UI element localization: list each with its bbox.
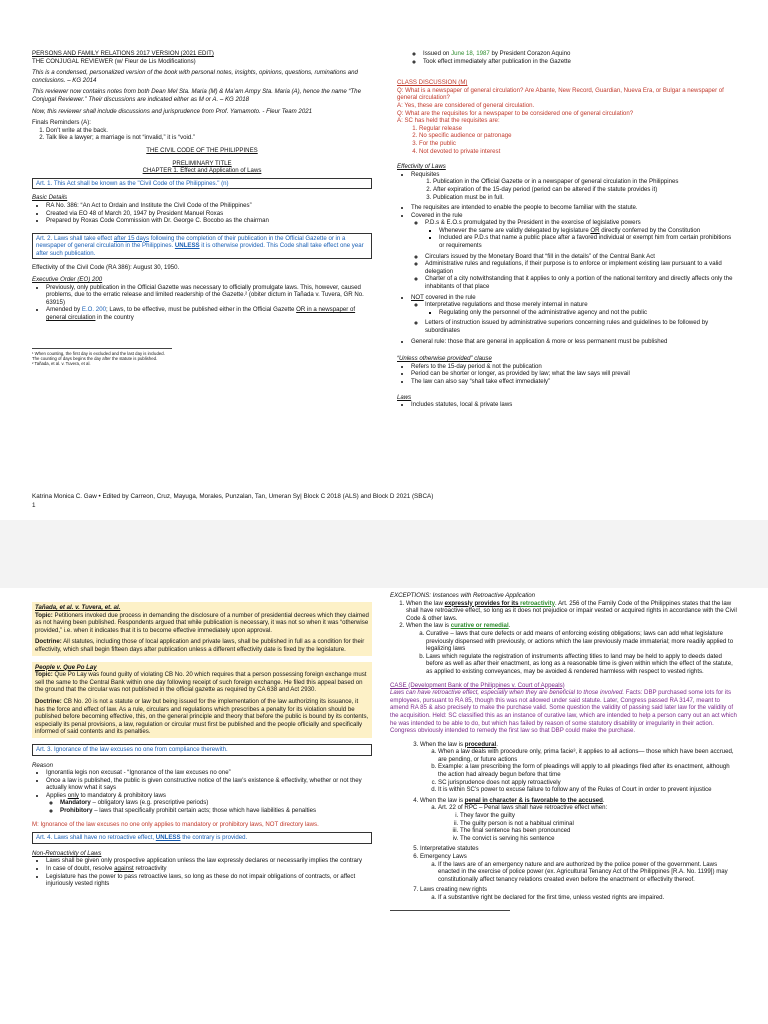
list-item: ▪ Regulating only the personnel of the administrative agency and not the public [439,309,737,317]
code-title: THE CIVIL CODE OF THE PHILIPPINES [146,146,258,154]
intro-paragraph-2: This reviewer now contains notes from both Dean Mel Sta. Maria (M) & Ma’am Ampy Sta. Maria (A), hence the name “The Conjugal Reviewer.” Their discussions are indicated either as M or A. – KG 2018 [32,88,361,103]
reminders-title: Finals Reminders (A): [32,119,91,127]
reviewer-subtitle: THE CONJUGAL REVIEWER (w/ Fleur de Lis Modifications) [32,57,196,65]
list-item: 1. When the law expressly provides for its retroactivity. Art. 256 of the Family Code of the Philippines states that the law shall have retroactive effect, so long as it does not prejudice or impair vested or acquired rights in accordance with the Civil Code & other laws. [406,600,738,623]
footnote-1: ¹ When counting, the first day is excluded and the last day is included. The counting of days begins the day after the statute is published. [32,350,165,362]
question-2: Q: What are the requisites for a newspaper to be considered one of general circulation? [397,109,634,117]
class-discussion-title: CLASS DISCUSSION (M) [397,79,468,87]
footer-credits: Katrina Monica C. Gaw • Edited by Carreon, Cruz, Mayuga, Morales, Punzalan, Tan, Umeran Sy| Block C 2018 (ALS) and Block D 2021 (SBCA) [32,493,434,500]
list-item: 3. For the public [419,140,737,148]
chapter-title: CHAPTER 1. Effect and Application of Laws [142,167,262,175]
list-item: ◦ Prohibitory – laws that specifically prohibit certain acts; those which have liabilities & penalties [60,807,372,815]
newspaper-requisites [397,125,737,155]
list-item: ii. The guilty person is not a habitual criminal [460,820,738,828]
preliminary-title: PRELIMINARY TITLE [172,159,232,167]
list-item: • Created via EO 48 of March 20, 1947 by President Manuel Roxas [46,210,372,218]
list-item: • Once a law is published, the public is given constructive notice of the law’s existence & effectivity, whether or not they actually know what it says [46,777,372,792]
class-discussion [397,79,737,155]
list-item: ▪ Whenever the same are validly delegated by legislature OR directly conferred by the Constitution [439,227,737,235]
list-item: • Amended by E.O. 200; Laws, to be effective, must be published either in the Official Gazette OR in a newspaper of general circulation in the country [46,306,372,321]
article-1-box: Art. 1. This Act shall be known as the "Civil Code of the Philippines." (n) [32,178,372,190]
list-item: c. SC jurisprudence does not apply retroactively [438,779,738,787]
case-title: CASE (Development Bank of the Philippines v. Court of Appeals) [390,681,565,689]
list-item: • Previously, only publication in the Official Gazette was necessary to officially promulgate laws. This, however, caused problems, due to the erratic release and limited readership of the Gazette.² (obiter dictum in Tañada v. Tuvera, GR No. 63915) [46,284,372,307]
reminders-list [32,127,372,142]
list-item: 5. Interpretative statutes [420,845,738,853]
list-item: iv. The convict is serving his sentence [460,835,738,843]
exceptions-title: EXCEPTIONS: Instances with Retroactive Application [390,592,536,599]
laws-title: Laws [397,393,412,401]
list-item: 2. No specific audience or patronage [419,132,737,140]
laws-list [397,401,737,409]
case-body: Laws can have retroactive effect, especially when they are beneficial to those involved. Facts: DBP purchased some lots for its employees, pursuant to RA 85, though this was not allowed under said statute. Later, Congress passed RA 3147, meant to amend RA 85 & also precisely to make the purchase valid. Some question the validity of passing said later law for the validity of the acquisition. Held: SC classified this as an instance of curative law, which are intended to help a person carry out an act which he was intended to be able to do, but which has failed by reason of some statutory disability or irregularity in their action. Congress obviously intended to remedy the first law so that DBP could make the purchase. [390,689,737,735]
list-item: iii. The final sentence has been pronounced [460,827,738,835]
list-item: • Covered in the rule ◦ P.D.s & E.O.s promulgated by the President in the exercise of legislative powers ▪ Whenever the same are validly delegated by legislature OR directly conferred by the Constitution ▪ Included are P.D.s that name a public place after a favored individual or exempt him from certain prohibitions or requirements ◦ Circulars issued by the Monetary Board that “fill in the details” of the Central Bank Act ◦ Administrative rules and regulations, if their purpose is to enforce or implement existing law pursuant to a valid delegation ◦ Charter of a city notwithstanding that it applies to only a portion of the national territory and directly affects only the inhabitants of that place [411,212,737,291]
list-item: • Period can be shorter or longer, as provided by law; what the law says will prevail [411,370,737,378]
list-item: ◦ Took effect immediately after publication in the Gazette [423,58,737,66]
list-item: b. Laws which regulate the registration of instruments affecting titles to land may be held to apply to deeds dated before as well as after their enactment, as long as a reasonable time is given within which the effect of the statute, as applied to existing conveyances, may be avoided & rendered harmless with respect to vested rights. [426,653,738,676]
civil-code-effectivity: Effectivity of the Civil Code (RA 386): August 30, 1950. [32,264,180,272]
exceptions-list-a [390,600,738,676]
list-item: 1. Regular release [419,125,737,133]
answer-2: A: SC has held that the requisites are: [397,117,500,125]
list-item: 1. Publication in the Official Gazette or in a newspaper of general circulation in the Philippines [433,178,737,186]
case-title: Tañada, et al. v. Tuvera, et. al. [35,604,121,611]
list-item: • General rule: those that are general in application & more or less permanent must be published [411,338,737,346]
case-topic: Topic: Que Po Lay was found guilty of violating CB No. 20 which requires that a person possessing foreign exchange must sell the same to the Central Bank within one day following receipt of such foreign exchange. He filed this appeal based on the ground that the circular was not published in the official gazette as required by CA 638 and Act 2930. [35,671,367,694]
intro-paragraph-3: Now, this reviewer shall include discussions and jurisprudence from Prof. Yamamoto. - Fleur Team 2021 [32,107,312,115]
eo-200-list [32,284,372,322]
list-item: ◦ Administrative rules and regulations, if their purpose is to enforce or implement existing law pursuant to a valid delegation [425,260,737,275]
list-item: 4. When the law is penal in character & is favorable to the accused. a. Art. 22 of RPC – Penal laws shall have retroactive effect when: i. They favor the guilty ii. The guilty person is not a habitual criminal iii. The final sentence has been pronounced iv. The convict is serving his sentence [420,797,738,843]
effectivity-list [397,171,737,345]
article-4-box: Art. 4. Laws shall have no retroactive effect, UNLESS the contrary is provided. [32,832,372,844]
list-item: ◦ Interpretative regulations and those merely internal in nature ▪ Regulating only the personnel of the administrative agency and not the public [425,301,737,316]
case-que-po-lay [32,662,372,738]
page1-right-column [397,50,737,412]
list-item: • Legislature has the power to pass retroactive laws, so long as these do not impair obligations of contracts, or affect injuriously vested rights [46,873,372,888]
case-doctrine: Doctrine: CB No. 20 is not a statute or law but being issued for the implementation of the law authorizing its issuance, it has the force and effect of law. As a rule, circulars and regulations which prescribes a penalty for its violation should be published before becoming effective, this, on the general principle and theory that before the public is bound by its contents, especially its penal provisions, a law, regulation or circular must first be published and the people officially and specifically informed of said contents and its penalties. [35,697,369,736]
list-item: • Refers to the 15-day period & not the publication [411,363,737,371]
list-item: 3. Publication must be in full. [433,194,737,202]
list-item: 2. Talk like a lawyer; a marriage is not “invalid,” it is “void.” [46,134,372,142]
list-item: ◦ Letters of instruction issued by administrative superiors concerning rules and guidelines to be followed by subordinates [425,319,737,334]
unless-clause-title: “Unless otherwise provided” clause [397,355,492,363]
list-item: • RA No. 386: “An Act to Ordain and Institute the Civil Code of the Philippines” [46,202,372,210]
non-retroactivity-list [32,857,372,887]
basic-details-title: Basic Details [32,194,68,202]
page-gap [0,520,768,588]
list-item: 3. When the law is procedural. a. When a law deals with procedure only, prima facie³, it applies to all actions— those which have been accrued, are pending, or future actions b. Example: a law prescribing the form of pleadings will apply to all pleadings filed after its enactment, although the action had already begun before that time c. SC jurisprudence does not apply retroactively d. It is within SC’s power to excuse failure to follow any of the Rules of Court in order to prevent injustice [420,741,738,794]
m-note: M: Ignorance of the law excuses no one only applies to mandatory or prohibitory laws, NOT directory laws. [32,820,319,828]
case-title: People v. Que Po Lay [35,663,97,671]
list-item: ◦ Circulars issued by the Monetary Board that “fill in the details” of the Central Bank Act [425,253,737,261]
article-3-box: Art. 3. Ignorance of the law excuses no one from compliance therewith. [32,744,372,756]
list-item: • Includes statutes, local & private laws [411,401,737,409]
list-item: 6. Emergency Laws a. If the laws are of an emergency nature and are authorized by the police power of the government. Laws enacted in the exercise of police power (ex. Agricultural Tenancy Act of the Philippines [R.A. No. 1199]) may constitutionally affect tenancy relations created even before the enactment or effectivity thereof. [420,853,738,883]
list-item: • Requisites 1. Publication in the Official Gazette or in a newspaper of general circulation in the Philippines 2. After expiration of the 15-day period (period can be altered if the statute provides it) 3. Publication must be in full. [411,171,737,201]
list-item: a. When a law deals with procedure only, prima facie³, it applies to all actions— those which have been accrued, are pending, or future actions [438,748,738,763]
list-item: 2. After expiration of the 15-day period (period can be altered if the statute provides it) [433,186,737,194]
list-item: a. If the laws are of an emergency nature and are authorized by the police power of the government. Laws enacted in the exercise of police power (ex. Agricultural Tenancy Act of the Philippines [R.A. No. 1199]) may constitutionally affect tenancy relations created even before the enactment or effectivity thereof. [438,861,738,884]
list-item: • Ignorantia legis non excusat - “Ignorance of the law excuses no one” [46,769,372,777]
list-item: a. If a substantive right be declared for the first time, unless vested rights are impaired. [438,894,738,902]
list-item: ◦ Mandatory – obligatory laws (e.g. prescriptive periods) [60,799,372,807]
eo-200-sublist [409,50,737,65]
article-2-box: Art. 2. Laws shall take effect after 15 days following the completion of their publication in the Official Gazette or in a newspaper of general circulation in the Philippines. UNLESS it is otherwise provided. This Code shall take effect one year after such publication. [32,233,372,260]
list-item: ◦ Issued on June 18, 1987 by President Corazon Aquino [423,50,737,58]
exceptions-list-b [390,741,738,902]
reason-list [32,769,372,815]
list-item: i. They favor the guilty [460,812,738,820]
eo-200-title: Executive Order (EO) 200 [32,276,103,284]
effectivity-of-laws-title: Effectivity of Laws [397,163,446,171]
footnote-divider [390,910,510,911]
list-item: ◦ P.D.s & E.O.s promulgated by the President in the exercise of legislative powers ▪ Whenever the same are validly delegated by legislature OR directly conferred by the Constitution ▪ Included are P.D.s that name a public place after a favored individual or exempt him from certain prohibitions or requirements [425,219,737,249]
list-item: b. Example: a law prescribing the form of pleadings will apply to all pleadings filed after its enactment, although the action had already begun before that time [438,763,738,778]
page2-left-column [32,600,372,891]
case-topic: Topic: Petitioners invoked due process in demanding the disclosure of a number of presidential decrees which they claimed as not having been published. Respondents argued that while publication is necessary, it was not so when it was “otherwise provided,” i.e. when it indicates that it is to become effective immediately upon approval. [35,611,369,634]
case-dbp-v-ca [390,682,738,735]
list-item: ▪ Included are P.D.s that name a public place after a favored individual or exempt him from certain prohibitions or requirements [439,234,737,249]
footnote-2: ² Tañada, et al. v. Tuvera, et al. [32,361,91,367]
list-item: • Laws shall be given only prospective application unless the law expressly declares or necessarily implies the contrary [46,857,372,865]
page2-right-column [390,592,738,911]
list-item: • In case of doubt, resolve against retroactivity [46,865,372,873]
list-item: ◦ Charter of a city notwithstanding that it applies to only a portion of the national territory and directly affects only the inhabitants of that place [425,275,737,290]
list-item: a. Art. 22 of RPC – Penal laws shall have retroactive effect when: i. They favor the guilty ii. The guilty person is not a habitual criminal iii. The final sentence has been pronounced iv. The convict is serving his sentence [438,804,738,842]
non-retroactivity-title: Non-Retroactivity of Laws [32,849,102,857]
case-tanada [32,602,372,656]
list-item: 1. Don’t write at the back. [46,127,372,135]
reviewer-title: PERSONS AND FAMILY RELATIONS 2017 VERSION (2021 EDIT) [32,50,214,57]
page1-left-column [32,50,372,367]
list-item: 7. Laws creating new rights a. If a substantive right be declared for the first time, unless vested rights are impaired. [420,886,738,901]
list-item: d. It is within SC’s power to excuse failure to follow any of the Rules of Court in order to prevent injustice [438,786,738,794]
list-item: • The law can also say “shall take effect immediately” [411,378,737,386]
page-number: 1 [32,502,36,509]
footnotes [32,348,172,367]
question-1: Q: What is a newspaper of general circulation? Are Abante, New Record, Guardian, Nueva Era, or Bulgar a newspaper of general circulation? [397,86,724,102]
list-item: • Prepared by Roxas Code Commission with Dr. George C. Bocobo as the chairman [46,217,372,225]
basic-details-list [32,202,372,225]
page-footer [32,492,732,510]
list-item: • The requisites are intended to enable the people to become familiar with the statute. [411,204,737,212]
list-item: • NOT covered in the rule ◦ Interpretative regulations and those merely internal in nature ▪ Regulating only the personnel of the administrative agency and not the public ◦ Letters of instruction issued by administrative superiors concerning rules and guidelines to be followed by subordinates [411,294,737,335]
reason-title: Reason [32,761,54,769]
case-doctrine: Doctrine: All statutes, including those of local application and private laws, shall be published in full as a condition for their effectivity, which shall begin fifteen days after publication unless a different effectivity date is fixed by the legislature. [35,638,365,653]
list-item: • Applies only to mandatory & prohibitory laws ◦ Mandatory – obligatory laws (e.g. prescriptive periods) ◦ Prohibitory – laws that specifically prohibit certain acts; those which have liabilities & penalties [46,792,372,815]
list-item: a. Curative – laws that cure defects or add means of enforcing existing obligations; laws can add what legislature previously dispensed with previously, or actions which the law previously made immaterial; more readily applied to legalizing laws [426,630,738,653]
intro-paragraph-1: This is a condensed, personalized version of the book with personal notes, insights, opinions, questions, ruminations and conclusions. – KG 2014 [32,69,358,84]
answer-1: A: Yes, these are considered of general circulation. [397,101,535,109]
unless-clause-list [397,363,737,386]
list-item: 2. When the law is curative or remedial. a. Curative – laws that cure defects or add means of enforcing existing obligations; laws can add what legislature previously dispensed with previously, or actions which the law previously made immaterial; more readily applied to legalizing laws b. Laws which regulate the registration of instruments affecting titles to land may be held to apply to deeds dated before as well as after their enactment, as long as a reasonable time is given within which the effect of the statute, as applied to existing conveyances, may be avoided & rendered harmless with respect to vested rights. [406,622,738,675]
list-item: 4. Not devoted to private interest [419,148,737,156]
